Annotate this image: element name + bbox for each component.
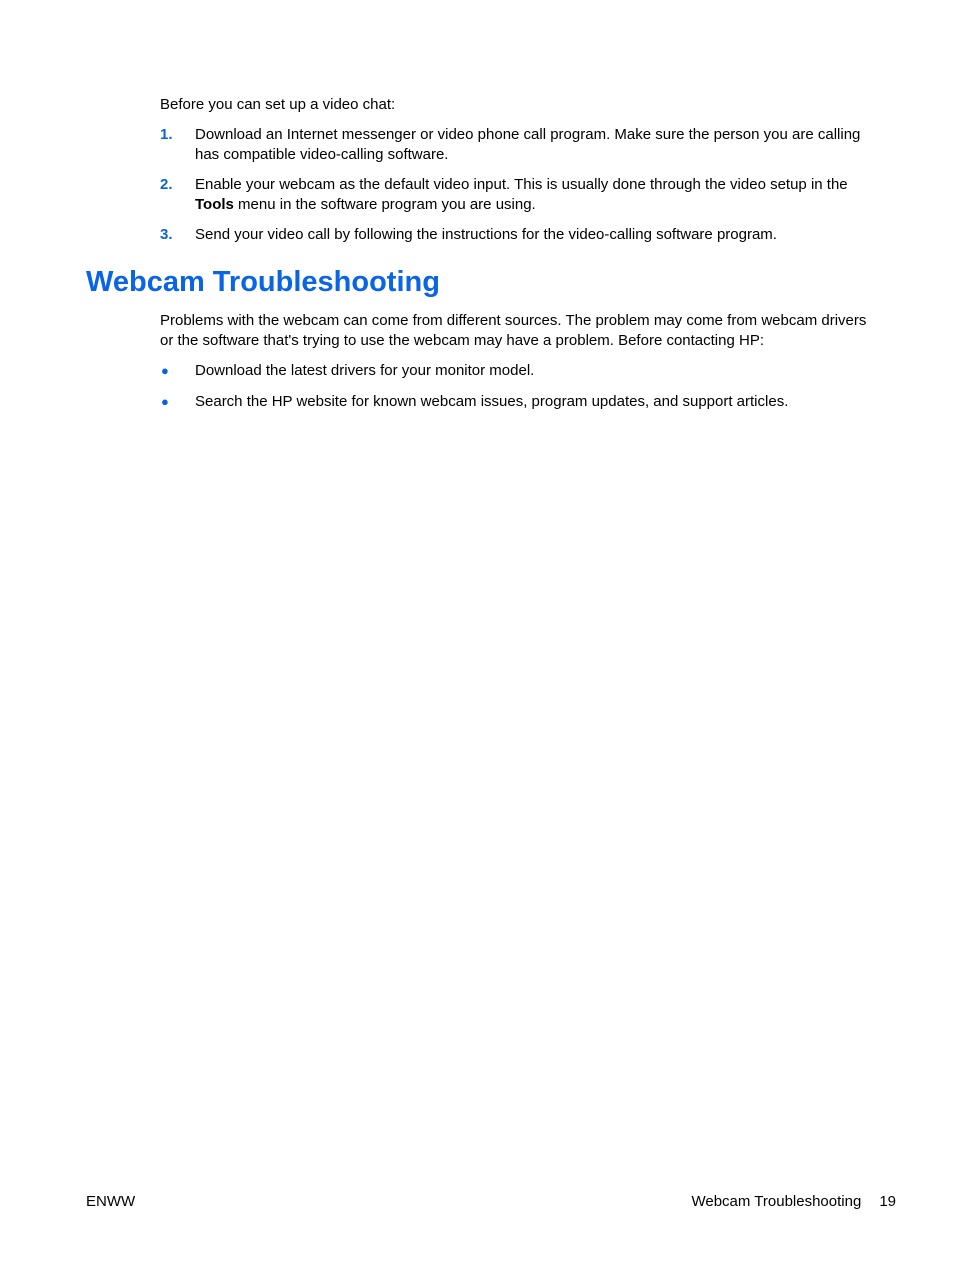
step-text: Send your video call by following the instructions for the video-calling software program. <box>195 226 777 243</box>
footer-left-label: ENWW <box>86 1193 136 1210</box>
section-heading: Webcam Troubleshooting <box>86 266 440 298</box>
intro-text: Before you can set up a video chat: <box>160 96 396 113</box>
bullet-text: Search the HP website for known webcam issues, program updates, and support articles. <box>195 393 789 410</box>
bullet-icon: ● <box>161 394 169 409</box>
bullet-text: Download the latest drivers for your monitor model. <box>195 362 535 379</box>
step-text-continued: menu in the software program you are using. <box>233 196 536 213</box>
step-item-3 <box>160 225 880 245</box>
step-text: Download an Internet messenger or video phone call program. Make sure the person you are calling has compatible video-calling software. <box>195 126 861 163</box>
step-item-1 <box>160 125 880 165</box>
bullet-item-1 <box>160 361 880 381</box>
step-number: 1. <box>160 126 173 143</box>
page-number: 19 <box>879 1193 896 1210</box>
step-bold-term: Tools <box>195 196 234 213</box>
section-paragraph: Problems with the webcam can come from different sources. The problem may come from webcam drivers or the software that's trying to use the webcam may have a problem. Before contacting HP: <box>160 312 867 349</box>
bullet-item-2 <box>160 392 880 412</box>
step-number: 3. <box>160 226 173 243</box>
step-item-2 <box>160 175 880 215</box>
footer-section-name: Webcam Troubleshooting <box>691 1193 862 1210</box>
footer-right <box>691 1192 896 1212</box>
step-number: 2. <box>160 176 173 193</box>
bullet-list <box>160 361 880 423</box>
steps-list <box>160 125 880 255</box>
bullet-icon: ● <box>161 363 169 378</box>
step-text: Enable your webcam as the default video input. This is usually done through the video setup in the <box>195 176 848 193</box>
